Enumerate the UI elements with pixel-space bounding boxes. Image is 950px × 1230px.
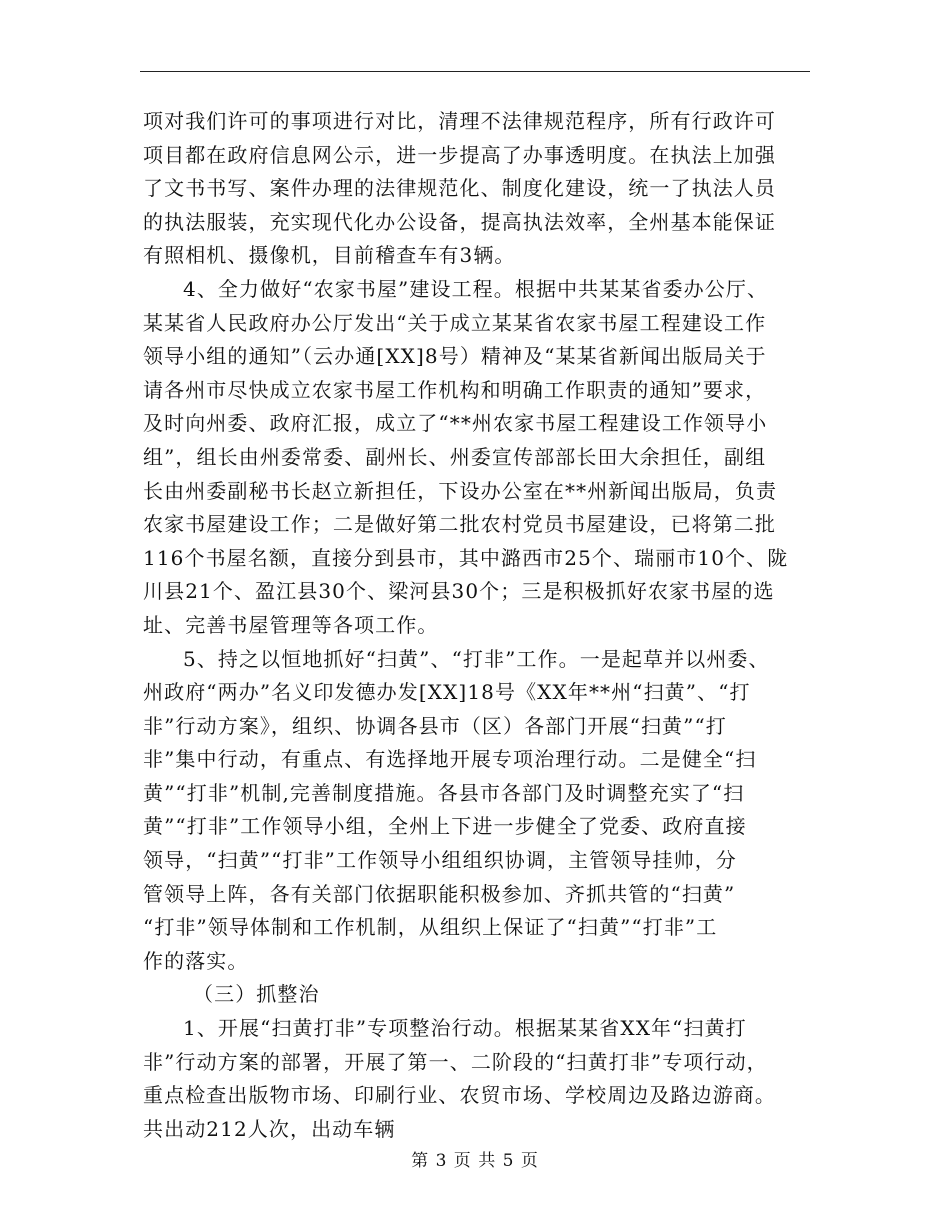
header-rule	[140, 71, 810, 72]
text-line: 及时向州委、政府汇报，成立了“**州农家书屋工程建设工作领导小	[143, 411, 768, 436]
text-line: 非”行动方案》，组织、协调各县市（区）各部门开展“扫黄”“打	[143, 713, 727, 738]
text-line: 作的落实。	[143, 948, 249, 973]
text-line: 项目都在政府信息网公示，进一步提高了办事透明度。在执法上加强	[143, 142, 776, 167]
text-line: 非”集中行动，有重点、有选择地开展专项治理行动。二是健全“扫	[143, 747, 757, 772]
paragraph-start-1: 1、开展“扫黄打非”专项整治行动。根据某某省XX年“扫黄打	[183, 1016, 747, 1041]
text-line: 请各州市尽快成立农家书屋工作机构和明确工作职责的通知”要求，	[143, 377, 767, 402]
text-line: 116个书屋名额，直接分到县市，其中潞西市25个、瑞丽市10个、陇	[143, 545, 789, 570]
text-line: 了文书书写、案件办理的法律规范化、制度化建设，统一了执法人员	[143, 176, 776, 201]
text-line: 领导，“扫黄”“打非”工作领导小组组织协调，主管领导挂帅，分	[143, 848, 737, 873]
text-line: 的执法服装，充实现代化办公设备，提高执法效率，全州基本能保证	[143, 209, 776, 234]
text-line: “打非”领导体制和工作机制，从组织上保证了“扫黄”“打非”工	[143, 915, 718, 940]
section-heading: （三）抓整治	[193, 982, 320, 1007]
text-line: 长由州委副秘书长赵立新担任，下设办公室在**州新闻出版局，负责	[143, 478, 778, 503]
text-line: 有照相机、摄像机，目前稽查车有3辆。	[143, 243, 516, 268]
text-line: 州政府“两办”名义印发德办发[XX]18号《XX年**州“扫黄”、“打	[143, 680, 751, 705]
text-line: 管领导上阵，各有关部门依据职能积极参加、齐抓共管的“扫黄”	[143, 881, 736, 906]
paragraph-start-5: 5、持之以恒地抓好“扫黄”、“打非”工作。一是起草并以州委、	[183, 646, 770, 671]
text-line: 非”行动方案的部署，开展了第一、二阶段的“扫黄打非”专项行动，	[143, 1049, 768, 1074]
text-line: 项对我们许可的事项进行对比，清理不法律规范程序，所有行政许可	[143, 109, 776, 133]
page-number-footer: 第 3 页 共 5 页	[411, 1151, 539, 1171]
body-text	[143, 105, 815, 1146]
text-line: 川县21个、盈江县30个、梁河县30个；三是积极抓好农家书屋的选	[143, 579, 775, 604]
text-line: 黄”“打非”工作领导小组，全州上下进一步健全了党委、政府直接	[143, 814, 747, 839]
text-line: 组”，组长由州委常委、副州长、州委宣传部部长田大余担任，副组	[143, 444, 767, 469]
paragraph-start-4: 4、全力做好“农家书屋”建设工程。根据中共某某省委办公厅、	[183, 276, 769, 301]
text-line: 黄”“打非”机制,完善制度措施。各县市各部门及时调整充实了“扫	[143, 780, 745, 805]
text-line: 址、完善书屋管理等各项工作。	[143, 612, 439, 637]
text-line: 某某省人民政府办公厅发出“关于成立某某省农家书屋工程建设工作	[143, 310, 767, 335]
text-line: 共出动212人次，出动车辆	[143, 1116, 396, 1141]
text-line: 领导小组的通知”（云办通[XX]8号）精神及“某某省新闻出版局关于	[143, 344, 767, 369]
text-line: 重点检查出版物市场、印刷行业、农贸市场、学校周边及路边游商。	[143, 1083, 776, 1108]
text-line: 农家书屋建设工作；二是做好第二批农村党员书屋建设，已将第二批	[143, 512, 776, 537]
